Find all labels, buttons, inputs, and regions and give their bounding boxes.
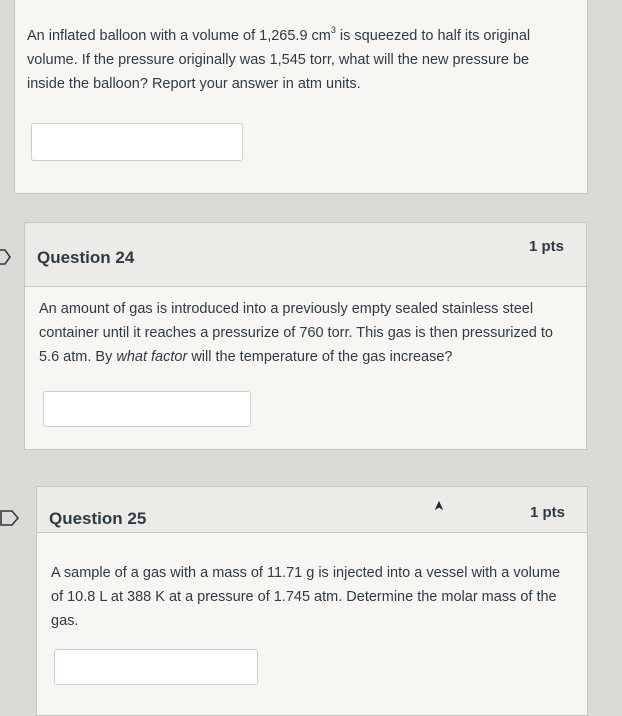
- answer-input[interactable]: [54, 649, 258, 685]
- question-card-24: [24, 222, 587, 450]
- question-header: [25, 223, 586, 287]
- answer-input[interactable]: [43, 391, 251, 427]
- question-points: 1 pts: [528, 238, 564, 255]
- question-title: Question 25: [49, 509, 147, 528]
- question-text: A sample of a gas with a mass of 11.71 g is injected into a vessel with a volume of 10.8 L at 388 K at a pressure of 1.745 atm. Determine the molar mass of the gas.: [51, 565, 561, 629]
- mouse-pointer-icon: [433, 500, 445, 514]
- question-title: Question 24: [37, 248, 135, 267]
- question-points: 1 pts: [529, 504, 565, 521]
- flag-icon[interactable]: [0, 249, 12, 265]
- question-card-prev: [14, 0, 588, 194]
- question-card-25: [36, 486, 588, 716]
- question-header: [37, 487, 587, 533]
- flag-icon[interactable]: [0, 510, 18, 526]
- question-text: An inflated balloon with a volume of 1,265.9 $cm^3$ is squeezed to half its original volume. If the pressure originally was 1,545 torr, what will the new pressure be inside the balloon? Report your answer in atm units.: [27, 25, 531, 92]
- question-text: An amount of gas is introduced into a previously empty sealed stainless steel container until it reaches a pressurize of 760 torr. This gas is then pressurized to 5.6 atm. By what factor will the temperature of the gas increase?: [39, 301, 553, 365]
- answer-input[interactable]: [31, 123, 243, 161]
